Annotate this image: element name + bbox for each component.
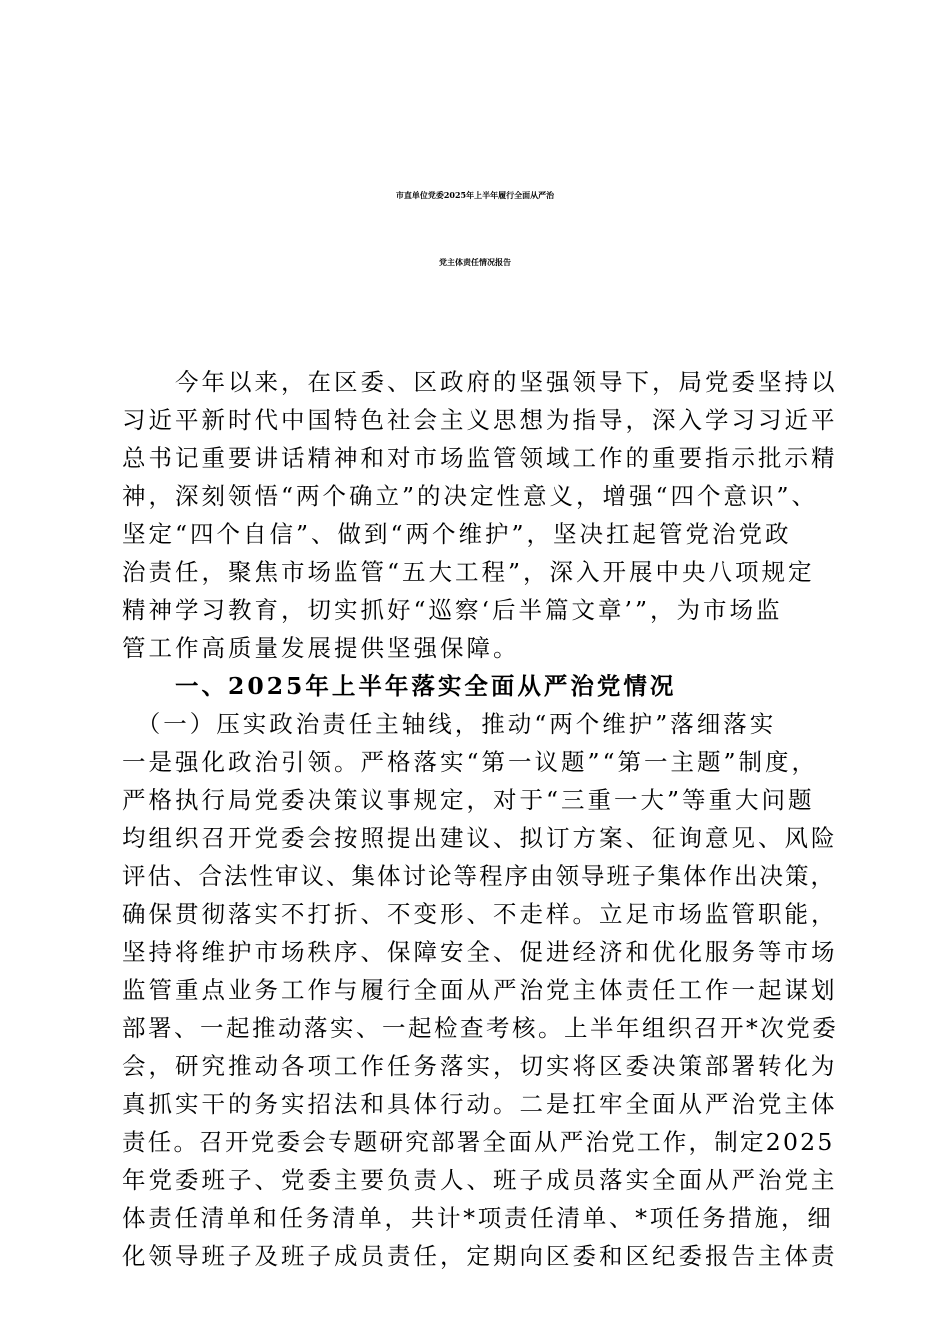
- body-line: 会，研究推动各项工作任务落实，切实将区委决策部署转化为: [122, 1052, 838, 1080]
- body-line: 神，深刻领悟“两个确立”的决定性意义，增强“四个意识”、: [122, 482, 819, 510]
- body-line: 治责任，聚焦市场监管“五大工程”，深入开展中央八项规定: [122, 558, 815, 586]
- body-line: 管工作高质量发展提供坚强保障。: [122, 634, 520, 662]
- body-line: 一是强化政治引领。严格落实“第一议题”“第一主题”制度，: [122, 748, 819, 776]
- body-line: 监管重点业务工作与履行全面从严治党主体责任工作一起谋划: [122, 976, 838, 1004]
- section-heading: 一、2025年上半年落实全面从严治党情况: [122, 672, 677, 700]
- body-line: 年党委班子、党委主要负责人、班子成员落实全面从严治党主: [122, 1166, 838, 1194]
- body-line: 习近平新时代中国特色社会主义思想为指导，深入学习习近平: [122, 406, 838, 434]
- document-title-line-2: 党主体责任情况报告: [439, 257, 511, 267]
- body-line: 精神学习教育，切实抓好“巡察‘后半篇文章’”，为市场监: [122, 596, 783, 624]
- body-line: 真抓实干的务实招法和具体行动。二是扛牢全面从严治党主体: [122, 1090, 838, 1118]
- body-line: 评估、合法性审议、集体讨论等程序由领导班子集体作出决策，: [122, 862, 836, 890]
- body-line: 体责任清单和任务清单，共计*项责任清单、*项任务措施，细: [122, 1204, 834, 1232]
- body-line: 坚定“四个自信”、做到“两个维护”，坚决扛起管党治党政: [122, 520, 792, 548]
- body-line: 化领导班子及班子成员责任，定期向区委和区纪委报告主体责: [122, 1242, 838, 1270]
- subsection-heading: （一）压实政治责任主轴线，推动“两个维护”落细落实: [122, 710, 777, 738]
- body-line: 确保贯彻落实不打折、不变形、不走样。立足市场监管职能，: [122, 900, 838, 928]
- body-line: 今年以来，在区委、区政府的坚强领导下，局党委坚持以: [122, 368, 838, 396]
- body-line: 部署、一起推动落实、一起检查考核。上半年组织召开*次党委: [122, 1014, 839, 1042]
- body-line: 责任。召开党委会专题研究部署全面从严治党工作，制定2025: [122, 1128, 835, 1156]
- document-title-line-1: 市直单位党委2025年上半年履行全面从严治: [395, 190, 555, 200]
- body-line: 坚持将维护市场秩序、保障安全、促进经济和优化服务等市场: [122, 938, 838, 966]
- body-line: 严格执行局党委决策议事规定，对于“三重一大”等重大问题: [122, 786, 815, 814]
- body-line: 总书记重要讲话精神和对市场监管领域工作的重要指示批示精: [122, 444, 838, 472]
- body-line: 均组织召开党委会按照提出建议、拟订方案、征询意见、风险: [122, 824, 838, 852]
